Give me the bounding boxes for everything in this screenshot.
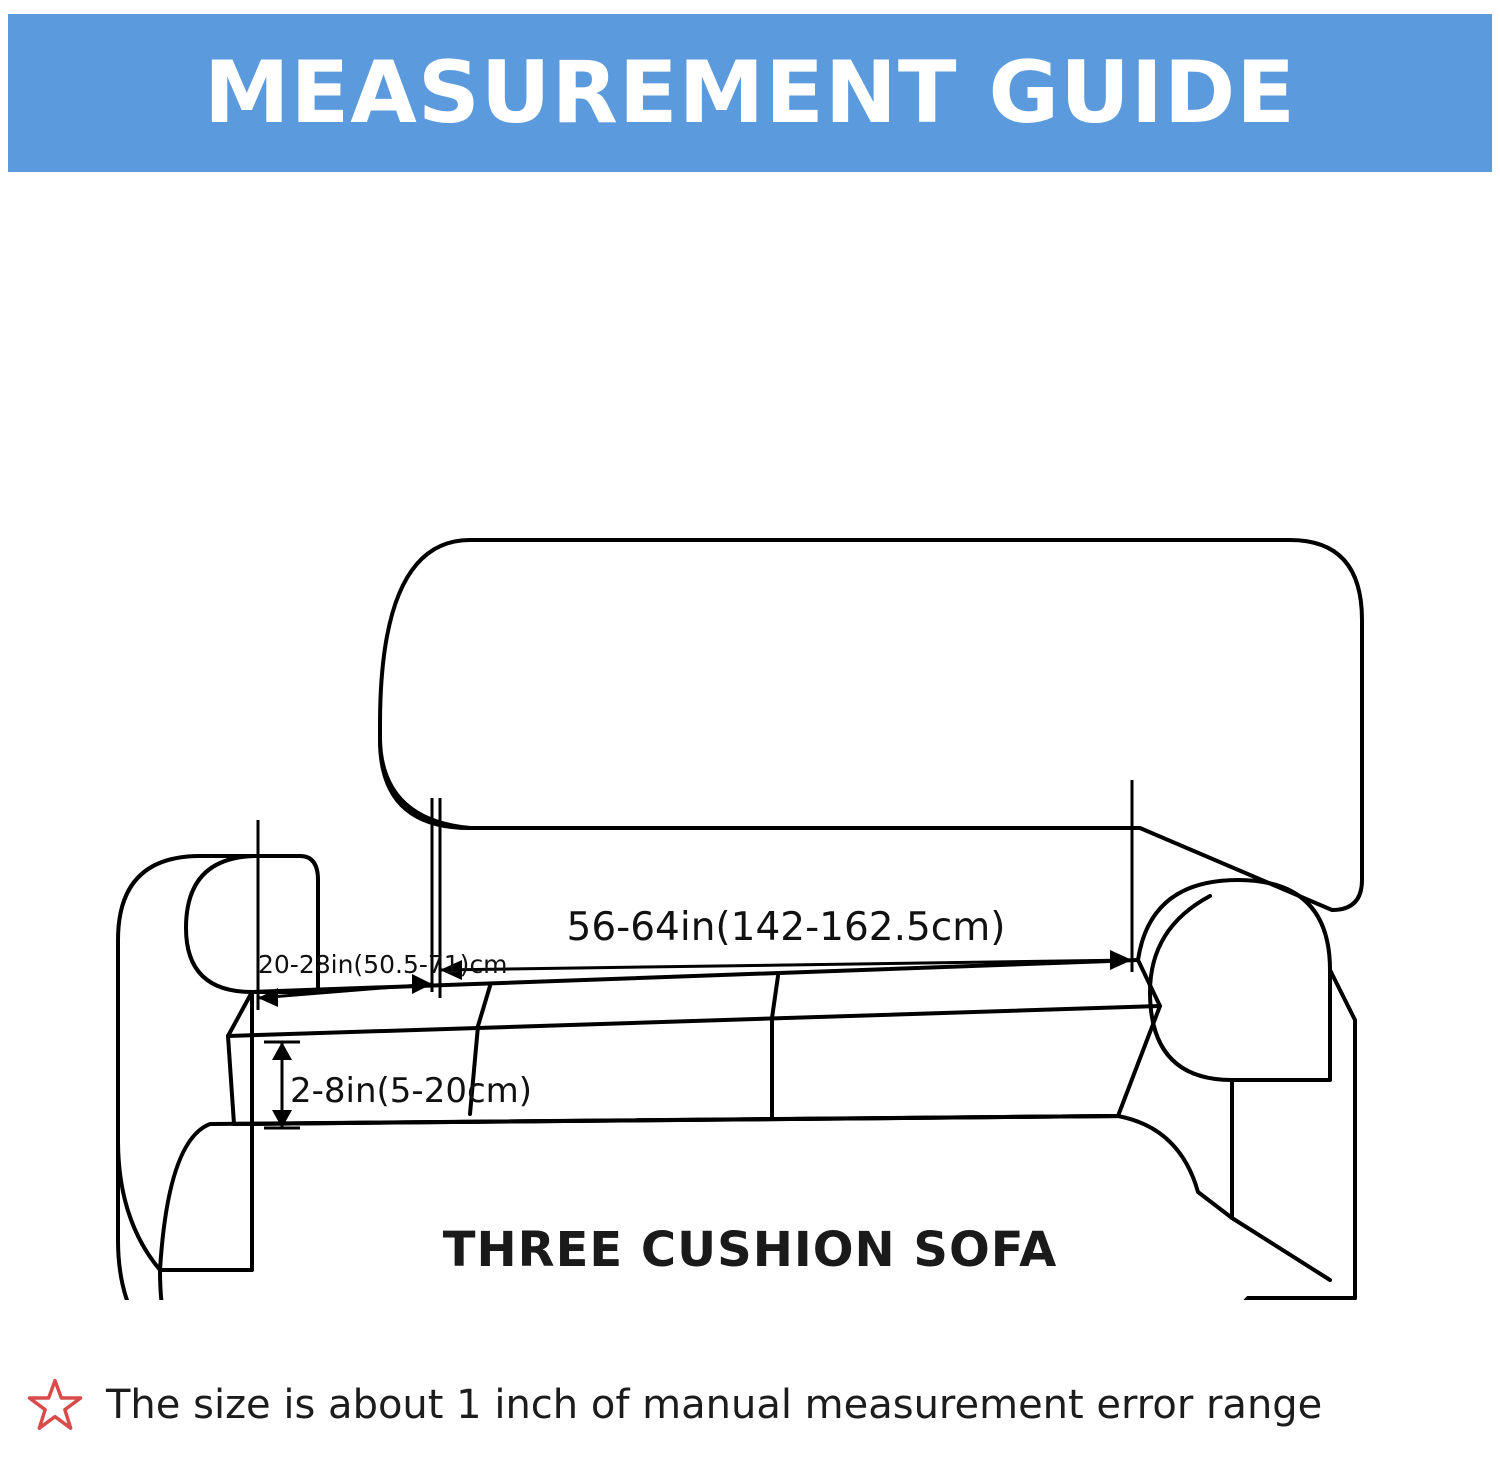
page-title: MEASUREMENT GUIDE: [203, 43, 1297, 143]
sofa-left-arm: [118, 856, 318, 1270]
seat-width-label: 56-64in(142-162.5cm): [566, 905, 1006, 950]
seat-depth-label: 20-28in(50.5-71)cm: [258, 950, 508, 979]
cushion-divider-2-top: [772, 976, 778, 1018]
seat-left-top-edge: [228, 992, 252, 1036]
left-arm-roll-curl: [186, 856, 258, 992]
cushion-divider-1-top: [478, 986, 490, 1026]
sofa-diagram: [0, 180, 1500, 1300]
skirt-right-corner: [1200, 1298, 1355, 1300]
diagram-caption: THREE CUSHION SOFA: [442, 1222, 1058, 1278]
cushion-top-front-line: [228, 1006, 1160, 1036]
header-banner: [8, 14, 1492, 172]
star-icon: [26, 1376, 84, 1434]
footer-note-text: The size is about 1 inch of manual measurement error range: [106, 1382, 1323, 1428]
right-arm-roll-curl: [1150, 896, 1232, 1080]
backrest-inner-edge: [380, 740, 470, 828]
sofa-line-drawing: [0, 180, 1500, 1300]
cushion-height-label: 2-8in(5-20cm): [290, 1071, 533, 1111]
sofa-backrest: [380, 540, 1362, 910]
footer-note: [26, 1376, 1476, 1434]
